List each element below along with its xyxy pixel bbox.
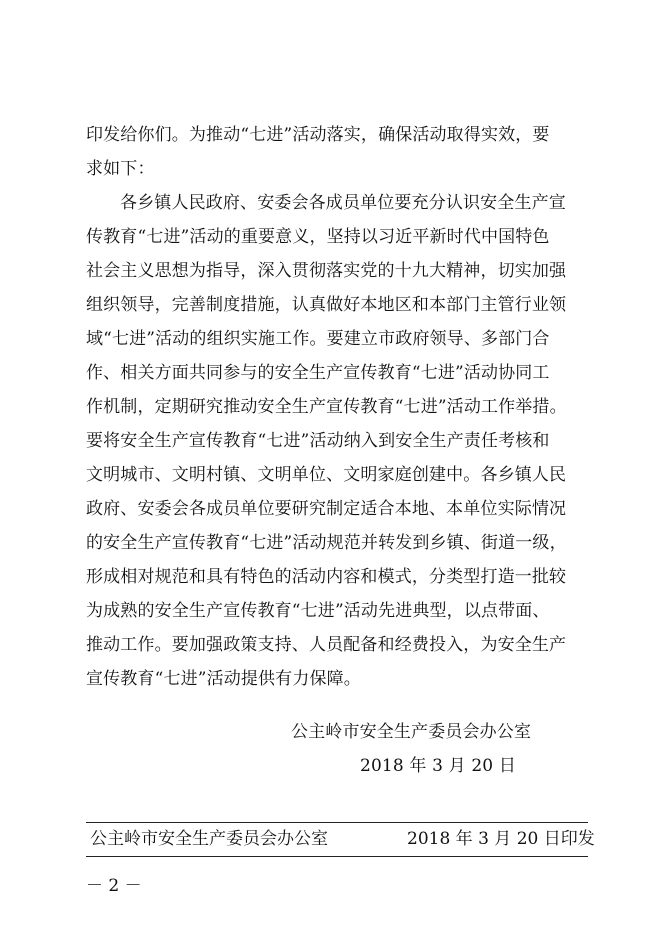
body-line: 政府、安委会各成员单位要研究制定适合本地、本单位实际情况 [86,499,567,519]
body-line: 为成熟的安全生产宣传教育“七进”活动先进典型，以点带面、 [86,601,550,621]
body-line: 各乡镇人民政府、安委会各成员单位要充分认识安全生产宣 [120,193,566,213]
page-number: － 2 － [86,876,142,896]
body-line: 作、相关方面共同参与的安全生产宣传教育“七进”活动协同工 [86,363,550,383]
footer-issuer: 公主岭市安全生产委员会办公室 [90,829,328,849]
body-line: 域“七进”活动的组织实施工作。要建立市政府领导、多部门合 [86,329,550,349]
signature-date: 2018 年 3 月 20 日 [360,756,516,776]
body-line: 社会主义思想为指导，深入贯彻落实党的十九大精神，切实加强 [86,261,567,281]
body-line: 作机制，定期研究推动安全生产宣传教育“七进”活动工作举措。 [86,397,567,417]
footer-issue-date: 2018 年 3 月 20 日印发 [407,829,595,849]
body-line: 推动工作。要加强政策支持、人员配备和经费投入，为安全生产 [86,635,567,655]
body-line: 文明城市、文明村镇、文明单位、文明家庭创建中。各乡镇人民 [86,465,567,485]
body-line: 宣传教育“七进”活动提供有力保障。 [86,669,361,689]
body-line: 传教育“七进”活动的重要意义，坚持以习近平新时代中国特色 [86,227,550,247]
body-line: 求如下： [86,159,155,179]
signature-org: 公主岭市安全生产委员会办公室 [291,722,532,742]
body-line: 组织领导，完善制度措施，认真做好本地区和本部门主管行业领 [86,295,567,315]
body-line: 要将安全生产宣传教育“七进”活动纳入到安全生产责任考核和 [86,431,550,451]
footer-bottom-rule [86,856,588,857]
body-line: 印发给你们。为推动“七进”活动落实，确保活动取得实效，要 [86,125,550,145]
body-line: 形成相对规范和具有特色的活动内容和模式，分类型打造一批较 [86,567,567,587]
body-line: 的安全生产宣传教育“七进”活动规范并转发到乡镇、街道一级， [86,533,567,553]
footer-top-rule [86,822,588,823]
